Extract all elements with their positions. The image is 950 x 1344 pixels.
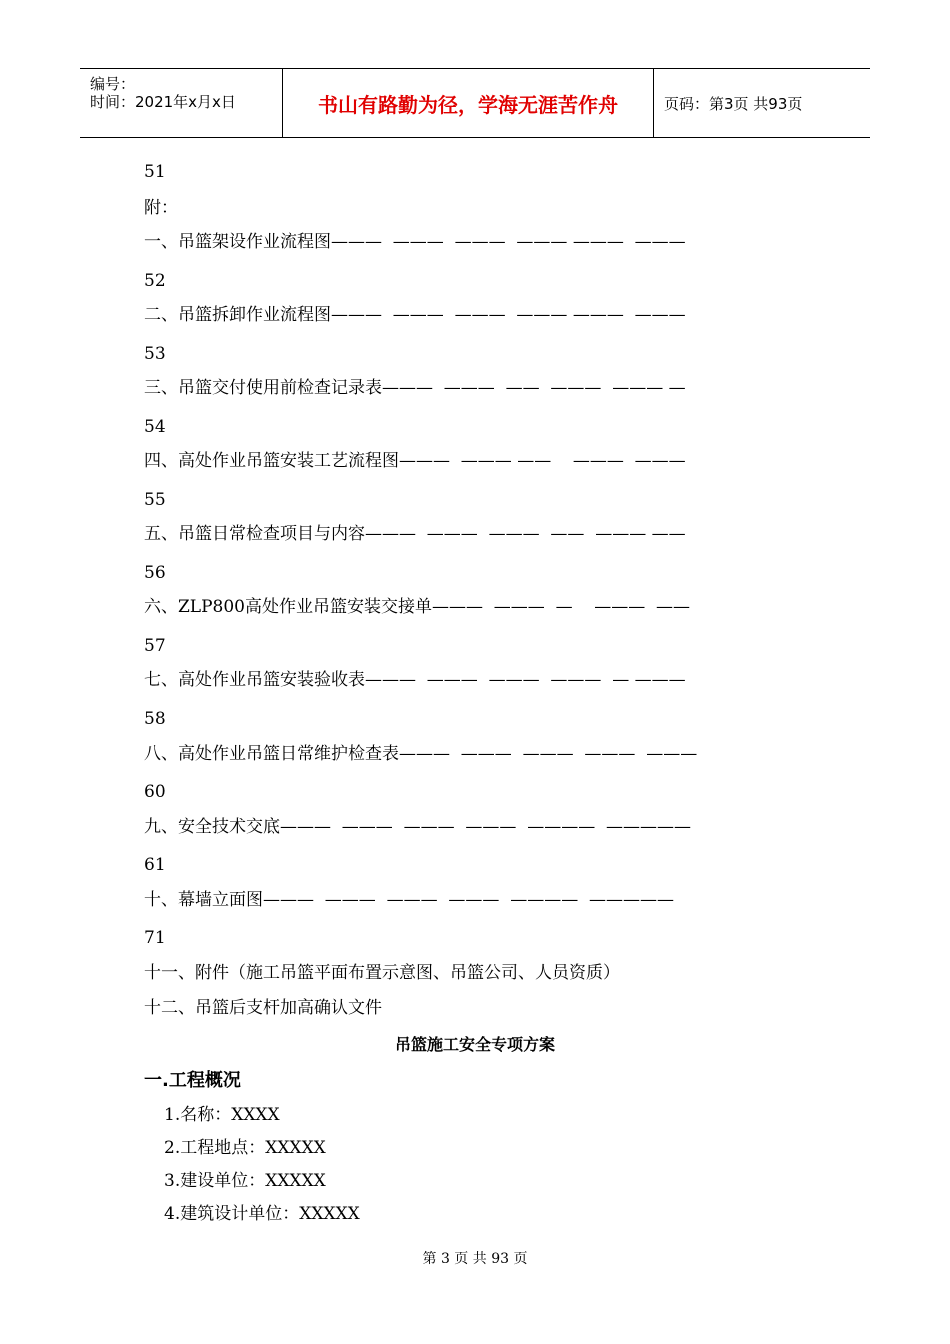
header-number-label: 编号：	[90, 75, 136, 93]
toc-line: 56	[144, 563, 166, 583]
header-time-label: 时间：2021年x月x日	[90, 93, 236, 111]
page-footer: 第 3 页 共 93 页	[422, 1251, 528, 1267]
header-meta-cell	[80, 69, 283, 137]
header-page-info: 页码：第3页 共93页	[664, 94, 803, 113]
toc-line: 54	[144, 417, 166, 437]
toc-line: 四、高处作业吊篮安装工艺流程图——— ——— —— ——— ———	[144, 451, 686, 471]
toc-line: 三、吊篮交付使用前检查记录表——— ——— —— ——— ——— —	[144, 378, 686, 398]
document-title: 吊篮施工安全专项方案	[394, 1035, 555, 1054]
page-header	[80, 68, 870, 138]
toc-line: 52	[144, 271, 166, 291]
toc-line: 五、吊篮日常检查项目与内容——— ——— ——— —— ——— ——	[144, 524, 686, 544]
toc-line: 71	[144, 928, 166, 948]
toc-line: 十一、附件（施工吊篮平面布置示意图、吊篮公司、人员资质）	[144, 963, 620, 983]
toc-line: 七、高处作业吊篮安装验收表——— ——— ——— ——— — ———	[144, 670, 686, 690]
list-item: 3.建设单位：XXXXX	[164, 1171, 326, 1191]
toc-line: 十二、吊篮后支杆加高确认文件	[144, 998, 382, 1018]
toc-line: 附：	[144, 198, 178, 218]
toc-line: 57	[144, 636, 166, 656]
toc-line: 51	[144, 162, 166, 182]
toc-line: 二、吊篮拆卸作业流程图——— ——— ——— ——— ——— ———	[144, 305, 686, 325]
list-item: 1.名称：XXXX	[164, 1105, 280, 1125]
toc-line: 六、ZLP800高处作业吊篮安装交接单——— ——— — ——— ——	[144, 597, 691, 617]
toc-line: 60	[144, 782, 166, 802]
section-heading: 一.工程概况	[144, 1070, 241, 1091]
list-item: 4.建筑设计单位：XXXXX	[164, 1204, 360, 1224]
list-item: 2.工程地点：XXXXX	[164, 1138, 326, 1158]
header-motto: 书山有路勤为径，学海无涯苦作舟	[283, 69, 654, 137]
toc-line: 61	[144, 855, 166, 875]
toc-line: 一、吊篮架设作业流程图——— ——— ——— ——— ——— ———	[144, 232, 686, 252]
toc-line: 58	[144, 709, 166, 729]
toc-line: 九、安全技术交底——— ——— ——— ——— ———— —————	[144, 817, 692, 837]
toc-line: 55	[144, 490, 166, 510]
toc-line: 八、高处作业吊篮日常维护检查表——— ——— ——— ——— ———	[144, 744, 698, 764]
toc-line: 十、幕墙立面图——— ——— ——— ——— ———— —————	[144, 890, 675, 910]
toc-line: 53	[144, 344, 166, 364]
